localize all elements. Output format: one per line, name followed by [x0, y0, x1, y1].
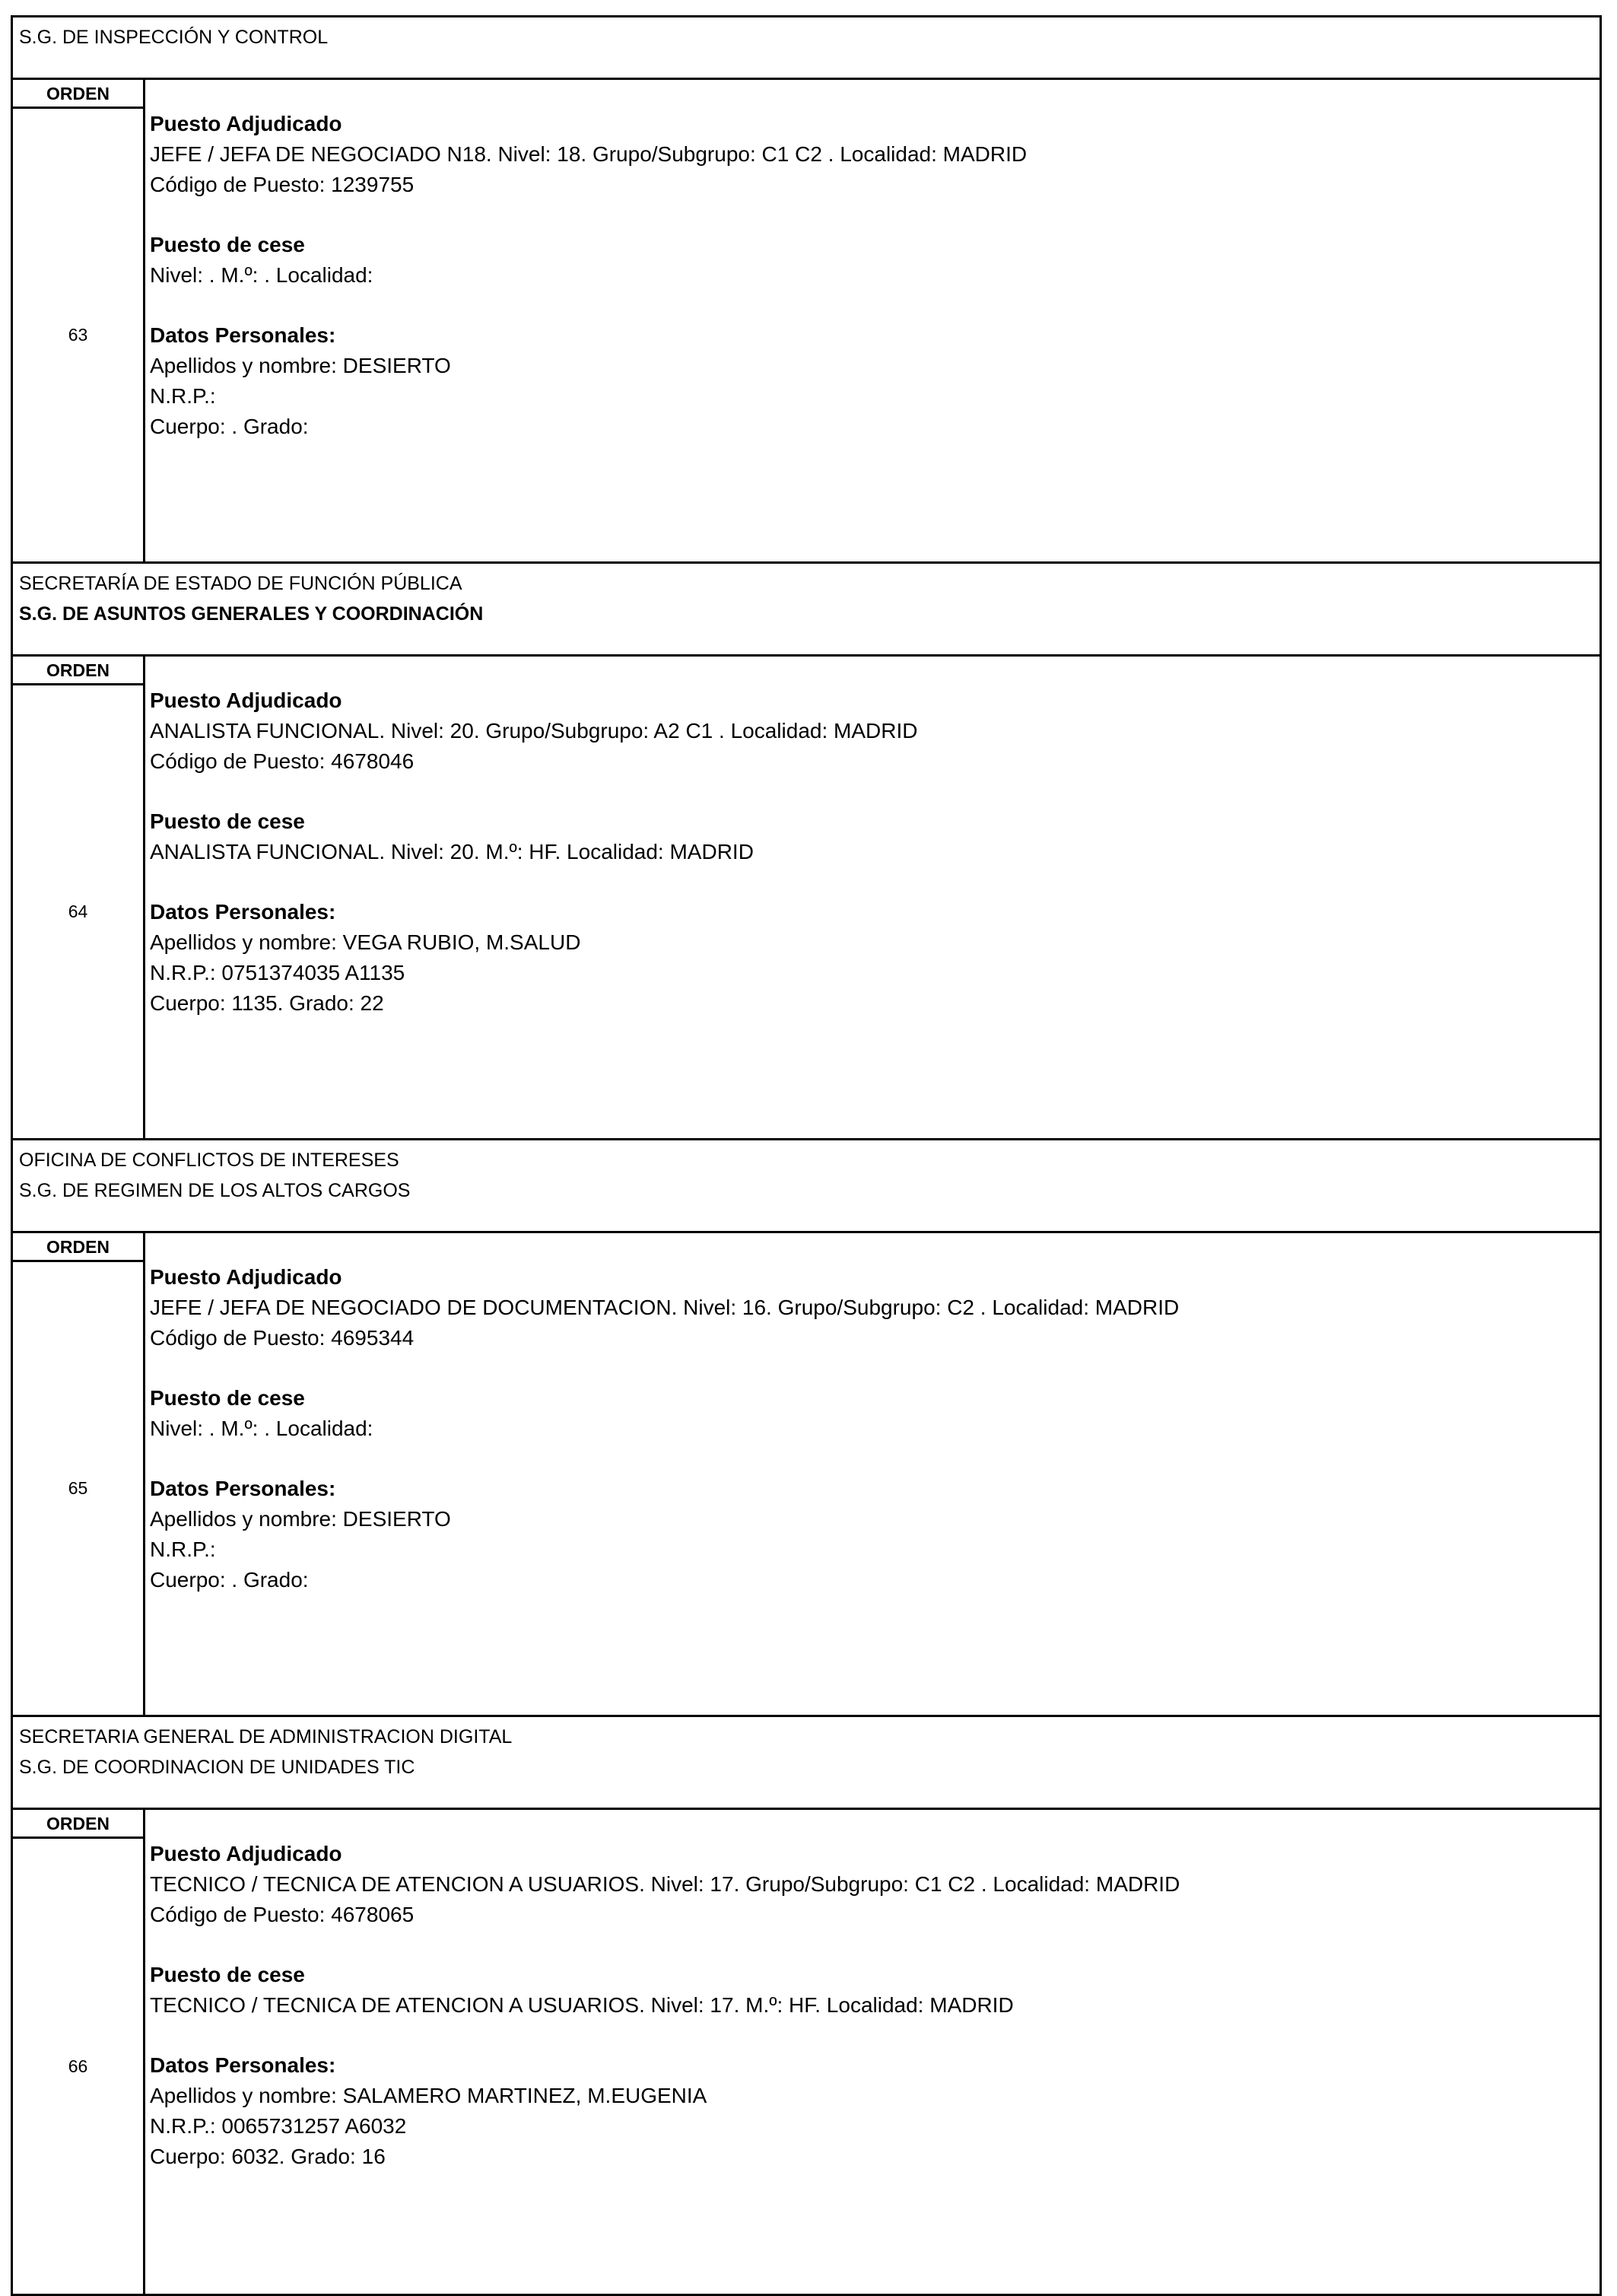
entry-row: [13, 1810, 1600, 2294]
adjudicado-desc: JEFE / JEFA DE NEGOCIADO N18. Nivel: 18. Grupo/Subgrupo: C1 C2 . Localidad: MADRID: [150, 142, 1028, 166]
section-secretariat: OFICINA DE CONFLICTOS DE INTERESES: [19, 1150, 399, 1171]
entry-details: [145, 657, 1600, 1138]
apellidos-nombre: Apellidos y nombre: DESIERTO: [150, 1507, 451, 1531]
adjudicado-desc: TECNICO / TECNICA DE ATENCION A USUARIOS. Nivel: 17. Grupo/Subgrupo: C1 C2 . Localidad: MADRID: [150, 1872, 1180, 1896]
orden-number: 63: [68, 325, 88, 345]
cuerpo-grado: Cuerpo: . Grado:: [150, 415, 309, 438]
orden-column: [13, 1810, 145, 2294]
adjudicado-title: Puesto Adjudicado: [150, 1842, 342, 1865]
orden-label: ORDEN: [13, 1233, 143, 1262]
personales-title: Datos Personales:: [150, 1477, 336, 1500]
section-unit: S.G. DE INSPECCIÓN Y CONTROL: [19, 27, 329, 48]
section-unit: S.G. DE REGIMEN DE LOS ALTOS CARGOS: [19, 1180, 411, 1201]
personales-title: Datos Personales:: [150, 2053, 336, 2077]
cese-title: Puesto de cese: [150, 1386, 305, 1410]
entry-details: [145, 1233, 1600, 1715]
orden-column: [13, 657, 145, 1138]
codigo-puesto: Código de Puesto: 4678065: [150, 1903, 415, 1926]
cuerpo-grado: Cuerpo: 1135. Grado: 22: [150, 991, 384, 1015]
entry-row: [13, 1233, 1600, 1717]
entry-row: [13, 657, 1600, 1140]
personales-title: Datos Personales:: [150, 323, 336, 347]
nrp: N.R.P.: 0751374035 A1135: [150, 961, 405, 984]
personales-title: Datos Personales:: [150, 900, 336, 924]
adjudicado-desc: ANALISTA FUNCIONAL. Nivel: 20. Grupo/Subgrupo: A2 C1 . Localidad: MADRID: [150, 719, 918, 743]
adjudicado-desc: JEFE / JEFA DE NEGOCIADO DE DOCUMENTACION. Nivel: 16. Grupo/Subgrupo: C2 . Localidad: MADRID: [150, 1296, 1180, 1319]
section-unit: S.G. DE COORDINACION DE UNIDADES TIC: [19, 1757, 415, 1778]
section-unit: S.G. DE ASUNTOS GENERALES Y COORDINACIÓN: [19, 603, 484, 625]
orden-column: [13, 80, 145, 561]
codigo-puesto: Código de Puesto: 4695344: [150, 1326, 415, 1350]
cese-desc: TECNICO / TECNICA DE ATENCION A USUARIOS. Nivel: 17. M.º: HF. Localidad: MADRID: [150, 1993, 1014, 2017]
codigo-puesto: Código de Puesto: 4678046: [150, 749, 415, 773]
apellidos-nombre: Apellidos y nombre: VEGA RUBIO, M.SALUD: [150, 930, 581, 954]
codigo-puesto: Código de Puesto: 1239755: [150, 173, 415, 196]
cese-desc: Nivel: . M.º: . Localidad:: [150, 1417, 373, 1440]
orden-label: ORDEN: [13, 657, 143, 685]
orden-column: [13, 1233, 145, 1715]
orden-number: 64: [68, 902, 88, 921]
cese-title: Puesto de cese: [150, 233, 305, 256]
nrp: N.R.P.: 0065731257 A6032: [150, 2114, 407, 2138]
apellidos-nombre: Apellidos y nombre: SALAMERO MARTINEZ, M.EUGENIA: [150, 2084, 707, 2107]
cese-desc: ANALISTA FUNCIONAL. Nivel: 20. M.º: HF. Localidad: MADRID: [150, 840, 754, 863]
orden-label: ORDEN: [13, 80, 143, 109]
cese-title: Puesto de cese: [150, 1963, 305, 1986]
orden-number: 65: [68, 1478, 88, 1498]
nrp: N.R.P.:: [150, 1538, 216, 1561]
entry-row: [13, 80, 1600, 564]
apellidos-nombre: Apellidos y nombre: DESIERTO: [150, 354, 451, 377]
adjudicado-title: Puesto Adjudicado: [150, 112, 342, 135]
entry-details: [145, 80, 1600, 561]
section-secretariat: SECRETARÍA DE ESTADO DE FUNCIÓN PÚBLICA: [19, 573, 462, 594]
entry-details: [145, 1810, 1600, 2294]
orden-label: ORDEN: [13, 1810, 143, 1839]
cuerpo-grado: Cuerpo: . Grado:: [150, 1568, 309, 1592]
cese-desc: Nivel: . M.º: . Localidad:: [150, 263, 373, 287]
section-header: [13, 1140, 1600, 1233]
section-secretariat: SECRETARIA GENERAL DE ADMINISTRACION DIGITAL: [19, 1726, 513, 1747]
document-page: [11, 15, 1602, 2296]
nrp: N.R.P.:: [150, 384, 216, 408]
orden-number: 66: [68, 2056, 88, 2076]
section-header: [13, 564, 1600, 657]
adjudicado-title: Puesto Adjudicado: [150, 1265, 342, 1289]
section-header: [13, 1717, 1600, 1810]
section-header: [13, 17, 1600, 80]
cuerpo-grado: Cuerpo: 6032. Grado: 16: [150, 2145, 386, 2168]
cese-title: Puesto de cese: [150, 809, 305, 833]
adjudicado-title: Puesto Adjudicado: [150, 688, 342, 712]
assignment-table: [11, 15, 1602, 2294]
